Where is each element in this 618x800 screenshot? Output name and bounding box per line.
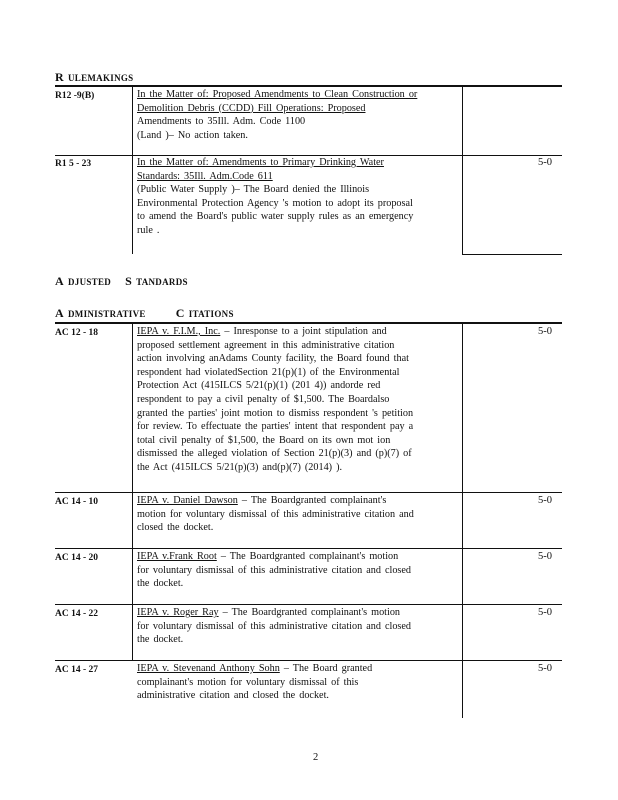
administrative-citations-heading	[55, 306, 234, 321]
rulemaking-entry	[137, 156, 462, 238]
citation-entry	[137, 606, 455, 647]
entry-line: the docket.	[137, 578, 184, 590]
heading-cap: A	[55, 306, 64, 320]
entry-line: complainant's motion for voluntary dismissal of this	[137, 676, 359, 688]
entry-line: for voluntary dismissal of this administrative citation and closed	[137, 564, 411, 576]
entry-line: closed the docket.	[137, 522, 214, 534]
entry-line: Environmental Protection Agency 's motion to adopt its proposal	[137, 197, 413, 209]
heading-rest: DJUSTED	[67, 277, 112, 287]
entry-line: the docket.	[137, 634, 184, 646]
adjusted-standards-heading	[55, 274, 188, 289]
entry-line: respondent had violatedSection 21(p)(1) of the Environmental	[137, 366, 400, 378]
column-divider-right	[462, 549, 463, 604]
heading-cap: S	[125, 274, 133, 288]
entry-line: for voluntary dismissal of this administrative citation and closed	[137, 620, 411, 632]
entry-line: administrative citation and closed the docket.	[137, 690, 329, 702]
rulemakings-heading-cap: R	[55, 70, 64, 84]
vote-count: 5-0	[538, 663, 552, 674]
column-divider-right	[462, 605, 463, 660]
column-divider-right	[462, 493, 463, 548]
entry-line: Protection Act (415ILCS 5/21(p)(1) (201 4)) andorde red	[137, 380, 381, 392]
vote-count: 5-0	[538, 326, 552, 337]
entry-line: (Land )– No action taken.	[137, 129, 248, 141]
column-divider-left	[132, 87, 133, 155]
entry-title-line: Demolition Debris (CCDD) Fill Operations: Proposed	[137, 102, 366, 114]
entry-line: action involving anAdams County facility, the Board found that	[137, 353, 409, 365]
rulemaking-entry	[137, 88, 462, 142]
vote-count: 5-0	[538, 607, 552, 618]
entry-line: (Public Water Supply )– The Board denied the Illinois	[137, 184, 370, 196]
heading-cap: A	[55, 274, 64, 288]
row-code: AC 14 - 27	[55, 665, 99, 675]
row-code: AC 12 - 18	[55, 328, 99, 338]
heading-rest: TANDARDS	[136, 277, 188, 287]
column-divider-right	[462, 324, 463, 492]
row-divider	[462, 254, 562, 255]
heading-cap: C	[175, 306, 185, 320]
entry-line: respondent to pay a civil penalty of $1,500. The Boardalso	[137, 393, 390, 405]
column-divider-left	[132, 156, 133, 254]
vote-count: 5-0	[538, 551, 552, 562]
entry-title-line: In the Matter of: Amendments to Primary Drinking Water	[137, 157, 384, 168]
entry-line: motion for voluntary dismissal of this administrative citation and	[137, 508, 414, 520]
entry-line: dismissed the alleged violation of Section 21(p)(3) and (p)(7) of	[137, 448, 412, 460]
column-divider-right	[462, 87, 463, 155]
rulemakings-heading	[55, 70, 133, 85]
row-code: AC 14 - 20	[55, 553, 99, 563]
column-divider-right	[462, 661, 463, 718]
entry-line: IEPA v.Frank Root – The Boardgranted complainant's motion	[137, 551, 399, 562]
entry-line: total civil penalty of $1,500, the Board on its own mot ion	[137, 434, 391, 446]
column-divider-left	[132, 549, 133, 604]
entry-line: for review. To effectuate the parties' intent that respondent pay a	[137, 421, 414, 433]
row-divider	[55, 660, 562, 661]
entry-line: IEPA v. Roger Ray – The Boardgranted complainant's motion	[137, 607, 401, 618]
entry-line: IEPA v. Stevenand Anthony Sohn – The Board granted	[137, 663, 373, 674]
entry-line: granted the parties' joint motion to dismiss respondent 's petition	[137, 407, 414, 419]
citation-entry	[137, 494, 455, 535]
row-code: AC 14 - 10	[55, 497, 99, 507]
entry-line: to amend the Board's public water supply rules as an emergency	[137, 211, 414, 223]
page-number: 2	[313, 752, 319, 763]
entry-title-line: Standards: 35Ill. Adm.Code 611	[137, 170, 273, 182]
entry-line: Amendments to 35Ill. Adm. Code 1100	[137, 116, 306, 128]
rulemakings-heading-rest: ULEMAKINGS	[67, 73, 134, 83]
row-code: AC 14 - 22	[55, 609, 99, 619]
citation-entry	[137, 325, 455, 475]
heading-rest: ITATIONS	[188, 309, 234, 319]
column-divider-left	[132, 605, 133, 660]
column-divider-left	[132, 493, 133, 548]
entry-line: the Act (415ILCS 5/21(p)(3) and(p)(7) (2014) ).	[137, 461, 343, 473]
row-code: R12 -9(B)	[55, 91, 95, 101]
row-code: R1 5 - 23	[55, 159, 92, 169]
heading-rest: DMINISTRATIVE	[67, 309, 146, 319]
entry-line: rule .	[137, 224, 160, 236]
entry-line: IEPA v. F.I.M., Inc. – Inresponse to a joint stipulation and	[137, 326, 387, 337]
citation-entry	[137, 662, 455, 703]
entry-line: IEPA v. Daniel Dawson – The Boardgranted complainant's	[137, 495, 387, 506]
column-divider-left	[132, 324, 133, 492]
citation-entry	[137, 550, 455, 591]
vote-count: 5-0	[538, 495, 552, 506]
entry-line: proposed settlement agreement in this administrative citation	[137, 339, 395, 351]
column-divider-right	[462, 156, 463, 254]
entry-title-line: In the Matter of: Proposed Amendments to Clean Construction or	[137, 89, 418, 100]
vote-count: 5-0	[538, 157, 552, 168]
